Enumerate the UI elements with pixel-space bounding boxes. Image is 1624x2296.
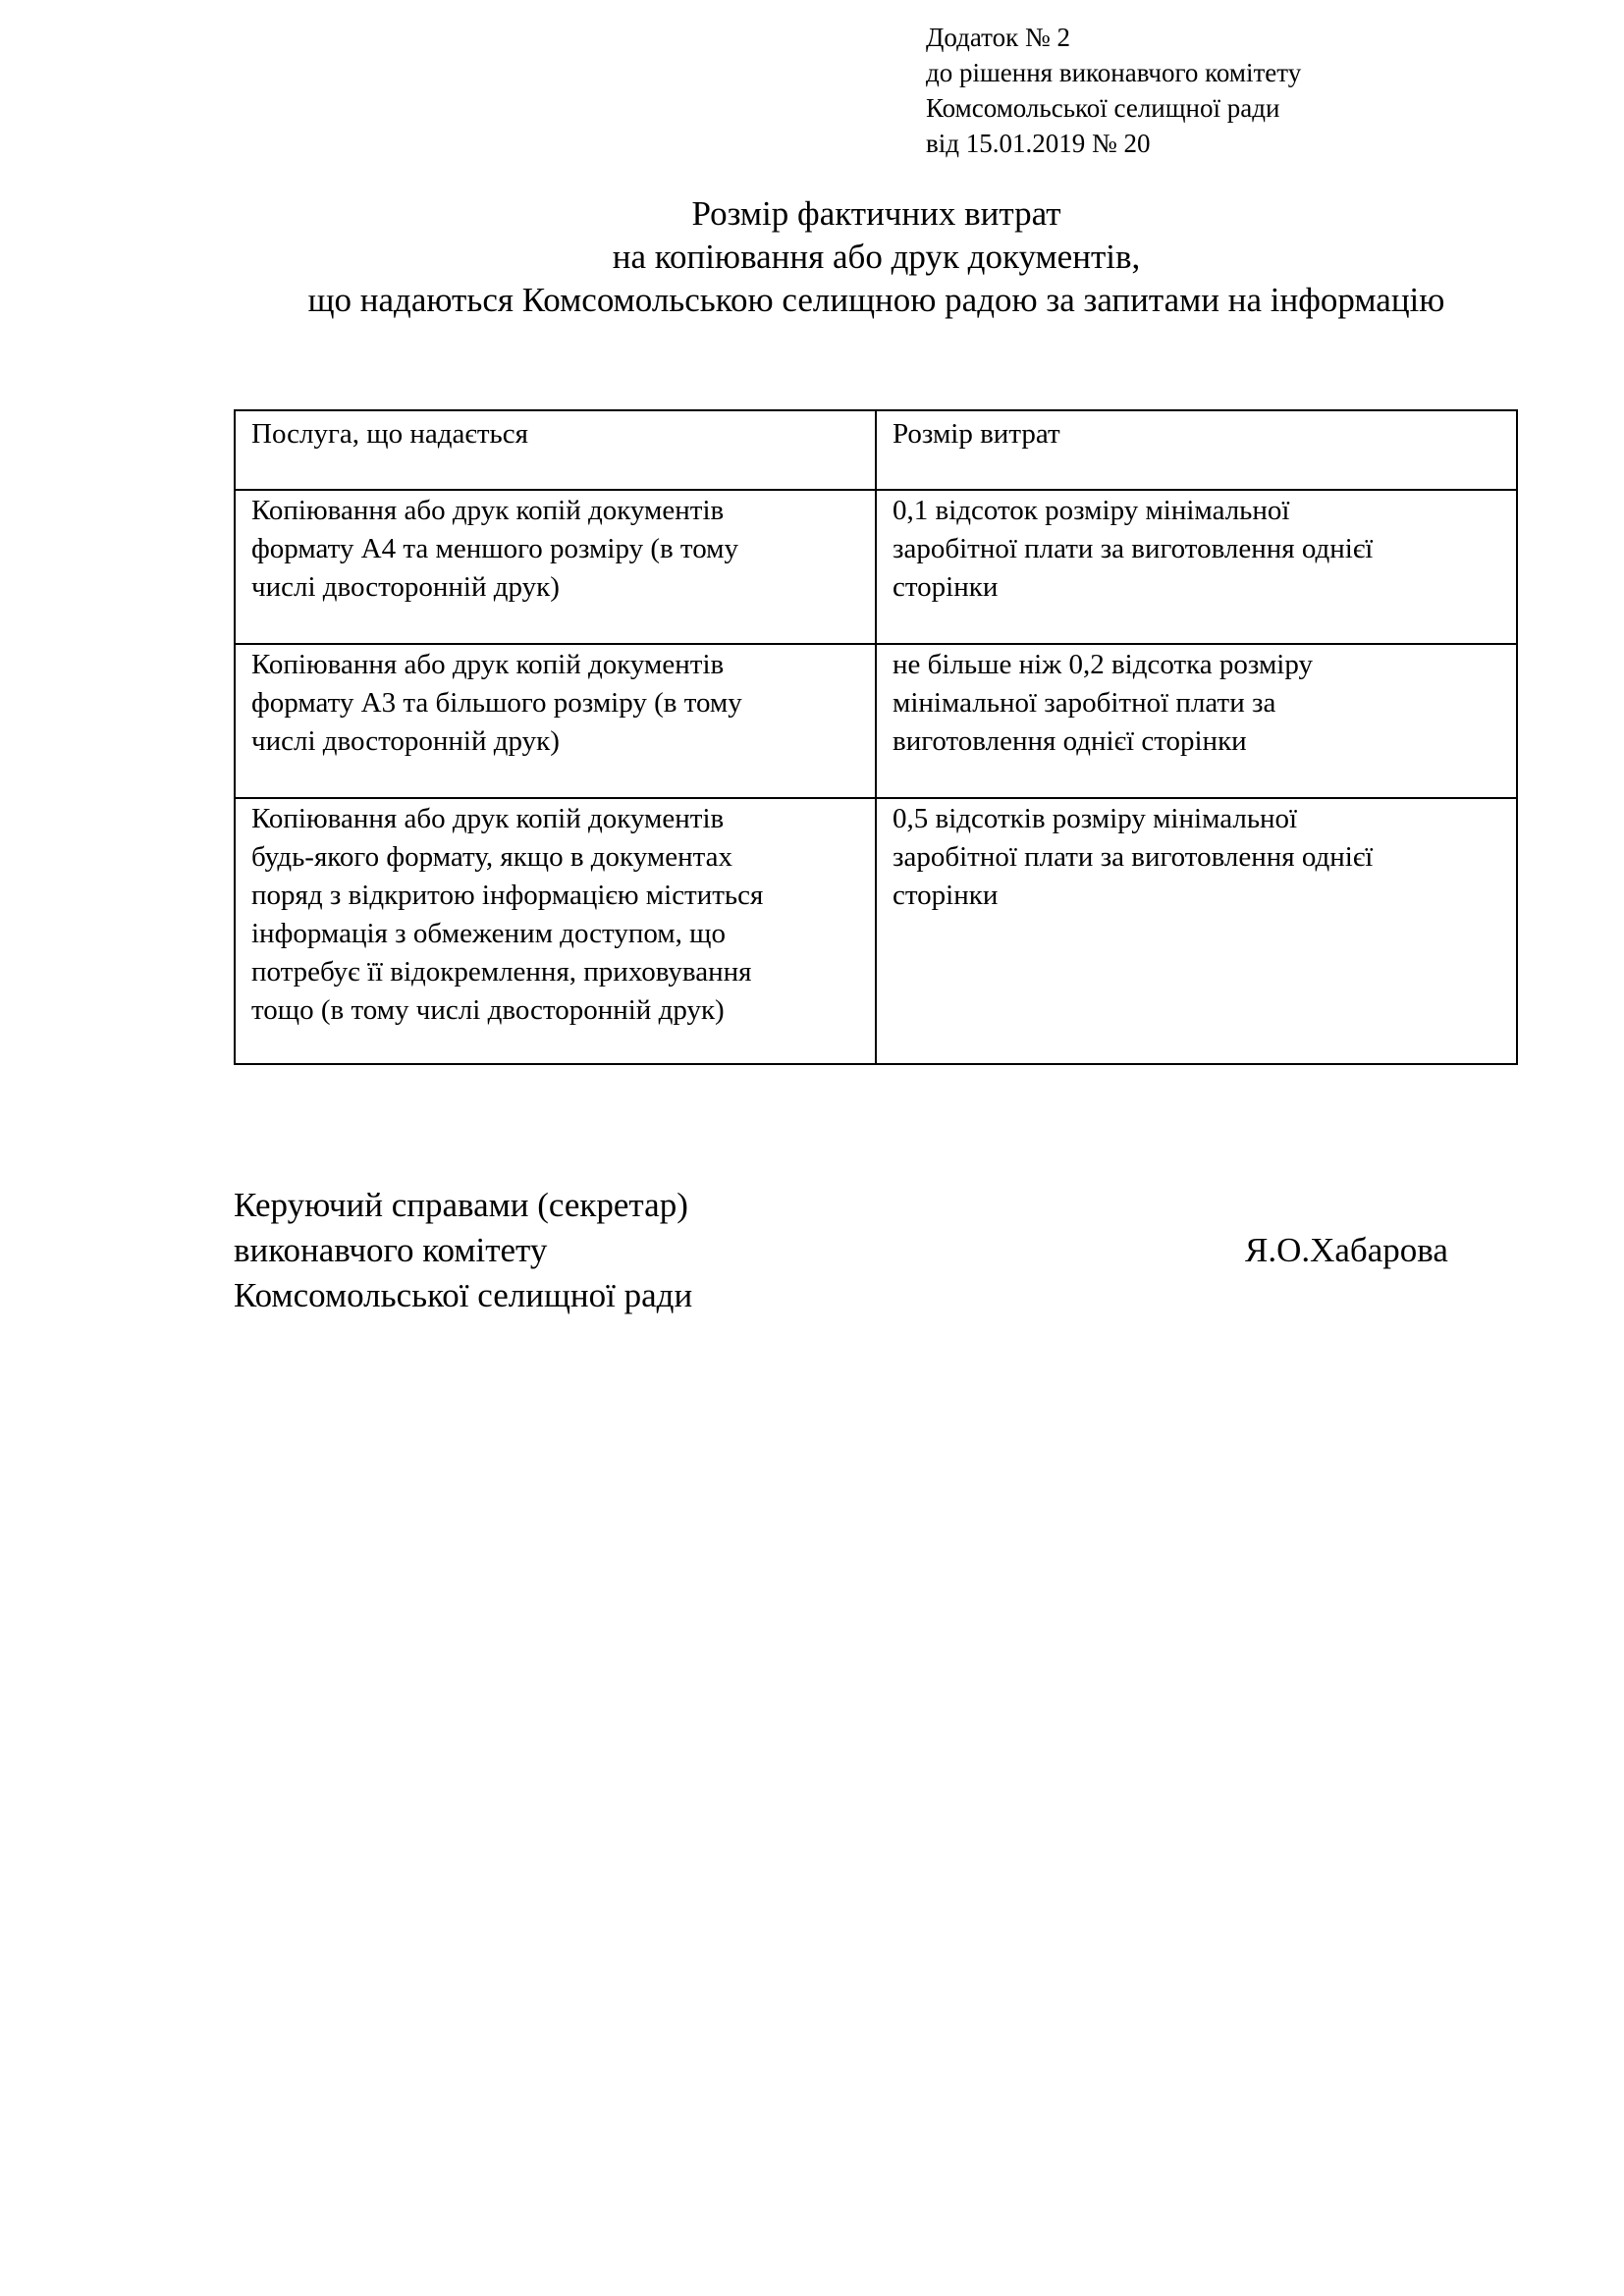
service-cell: Копіювання або друк копій документів формату А3 та більшого розміру (в тому числі двосторонній друк) <box>235 644 876 798</box>
cost-cell: 0,1 відсоток розміру мінімальної заробітної плати за виготовлення однієї сторінки <box>876 490 1517 644</box>
annex-line-council: Комсомольської селищної ради <box>926 93 1280 123</box>
signatory-name: Я.О.Хабарова <box>1245 1231 1448 1269</box>
document-title <box>0 192 1624 322</box>
annex-line-date: від 15.01.2019 № 20 <box>926 129 1151 158</box>
title-line-3: що надаються Комсомольською селищною радою за запитами на інформацію <box>307 281 1445 319</box>
cost-cell: не більше ніж 0,2 відсотка розміру мінімальної заробітної плати за виготовлення однієї сторінки <box>876 644 1517 798</box>
annex-line-decision: до рішення виконавчого комітету <box>926 58 1302 87</box>
signatory-position-line-1: Керуючий справами (секретар) <box>234 1186 688 1224</box>
title-line-2: на копіювання або друк документів, <box>612 238 1141 276</box>
table-row <box>235 644 1517 798</box>
signatory-position <box>234 1183 692 1318</box>
service-cell: Копіювання або друк копій документів будь-якого формату, якщо в документах поряд з відкритою інформацією міститься інформація з обмеженим доступом, що потребує її відокремлення, приховування тощо (в тому числі двосторонній друк) <box>235 798 876 1064</box>
title-line-1: Розмір фактичних витрат <box>691 194 1061 233</box>
table-row <box>235 798 1517 1064</box>
costs-table <box>234 409 1518 1065</box>
table-row <box>235 490 1517 644</box>
signatory-position-line-3: Комсомольської селищної ради <box>234 1276 693 1314</box>
service-cell: Копіювання або друк копій документів формату А4 та меншого розміру (в тому числі двосторонній друк) <box>235 490 876 644</box>
cost-cell: 0,5 відсотків розміру мінімальної заробітної плати за виготовлення однієї сторінки <box>876 798 1517 1064</box>
annex-block <box>926 20 1301 161</box>
header-cost: Розмір витрат <box>876 410 1517 490</box>
table-header-row <box>235 410 1517 490</box>
annex-line-number: Додаток № 2 <box>926 23 1070 52</box>
signatory-position-line-2: виконавчого комітету <box>234 1231 548 1269</box>
header-service: Послуга, що надається <box>235 410 876 490</box>
